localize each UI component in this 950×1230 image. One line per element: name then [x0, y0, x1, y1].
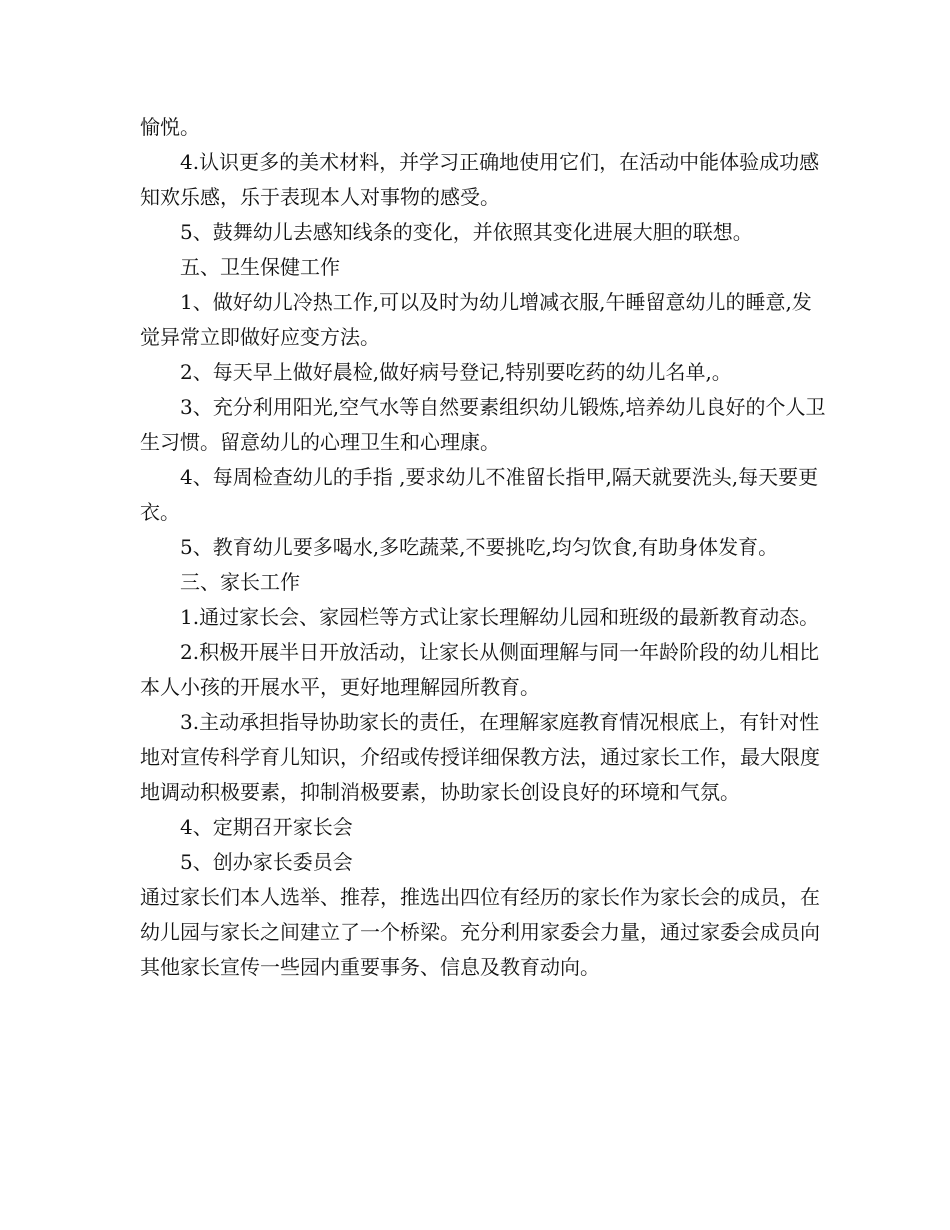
- paragraph-parents-item-4: 4、定期召开家长会: [180, 815, 353, 839]
- paragraph-parents-item-3: 3.主动承担指导协助家长的责任，在理解家庭教育情况根底上，有针对性地对宣传科学育儿知识，介绍或传授详细保教方法，通过家长工作，最大限度地调动积极要素，抑制消极要素，协助家长创设良好的环境和气氛。: [140, 710, 820, 804]
- section-heading-health: 五、卫生保健工作: [180, 255, 340, 279]
- paragraph-committee-description: 通过家长们本人选举、推荐，推选出四位有经历的家长作为家长会的成员，在幼儿园与家长之间建立了一个桥梁。充分利用家委会力量，通过家委会成员向其他家长宣传一些园内重要事务、信息及教育动向。: [140, 885, 820, 979]
- document-body: [140, 110, 830, 985]
- section-heading-parents: 三、家长工作: [180, 570, 300, 594]
- paragraph-health-item-4: 4、每周检查幼儿的手指 ,要求幼儿不准留长指甲,隔天就要洗头,每天要更衣。: [140, 465, 819, 524]
- paragraph-health-item-1: 1、做好幼儿冷热工作,可以及时为幼儿增减衣服,午睡留意幼儿的睡意,发觉异常立即做好应变方法。: [140, 290, 812, 349]
- paragraph-parents-item-1: 1.通过家长会、家园栏等方式让家长理解幼儿园和班级的最新教育动态。: [180, 605, 820, 629]
- paragraph-parents-item-5: 5、创办家长委员会: [180, 850, 353, 874]
- paragraph-parents-item-2: 2.积极开展半日开放活动，让家长从侧面理解与同一年龄阶段的幼儿相比本人小孩的开展水平，更好地理解园所教育。: [140, 640, 820, 699]
- paragraph-continuation: 愉悦。: [140, 115, 200, 139]
- paragraph-health-item-3: 3、充分利用阳光,空气水等自然要素组织幼儿锻炼,培养幼儿良好的个人卫生习惯。留意幼儿的心理卫生和心理康。: [140, 395, 826, 454]
- paragraph-health-item-5: 5、教育幼儿要多喝水,多吃蔬菜,不要挑吃,均匀饮食,有助身体发育。: [180, 535, 779, 559]
- paragraph-health-item-2: 2、每天早上做好晨检,做好病号登记,特别要吃药的幼儿名单,。: [180, 360, 732, 384]
- paragraph-art-item-5: 5、鼓舞幼儿去感知线条的变化，并依照其变化进展大胆的联想。: [180, 220, 753, 244]
- paragraph-art-item-4: 4.认识更多的美术材料，并学习正确地使用它们，在活动中能体验成功感知欢乐感，乐于表现本人对事物的感受。: [140, 150, 820, 209]
